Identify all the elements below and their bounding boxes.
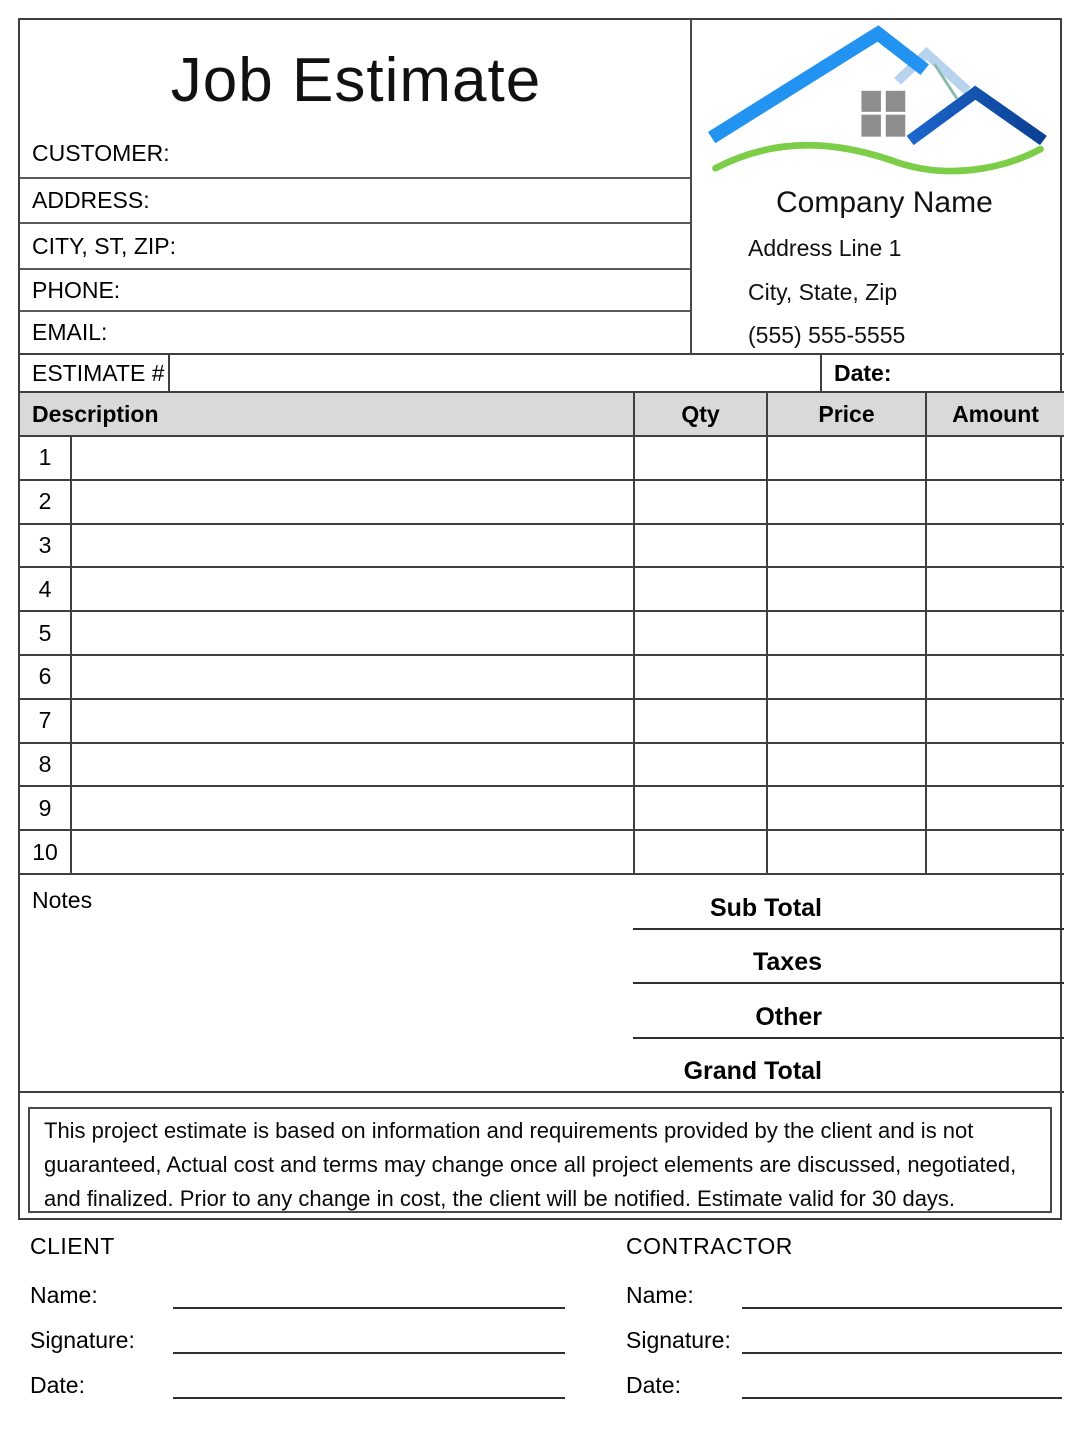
row-number: 1: [20, 437, 72, 479]
address-label: ADDRESS:: [32, 187, 150, 213]
row-number: 9: [20, 787, 72, 829]
description-cell[interactable]: [72, 525, 633, 567]
date-cell: [820, 355, 1064, 391]
amount-cell[interactable]: [925, 787, 1064, 829]
price-cell[interactable]: [766, 700, 925, 742]
city-st-zip-field-row: [20, 224, 692, 270]
description-cell[interactable]: [72, 744, 633, 786]
qty-cell[interactable]: [633, 481, 766, 523]
amount-cell[interactable]: [925, 437, 1064, 479]
customer-field-row: [20, 130, 692, 179]
client-date-row: [30, 1373, 565, 1399]
company-panel: [692, 20, 1064, 355]
qty-cell[interactable]: [633, 612, 766, 654]
disclaimer-box: This project estimate is based on information and requirements provided by the client and is not guaranteed, Actual cost and terms may change once all project elements are discussed, negotiated, and finalized. Prior to any change in cost, the client will be notified. Estimate valid for 30 days.: [28, 1107, 1052, 1213]
grand-total-row: [633, 1039, 1064, 1092]
table-row: [20, 656, 1064, 700]
column-header-description: Description: [32, 400, 159, 427]
row-number: 4: [20, 568, 72, 610]
client-signature-row: [30, 1328, 565, 1354]
estimate-number-value[interactable]: [170, 355, 820, 391]
table-row: [20, 700, 1064, 744]
price-cell[interactable]: [766, 481, 925, 523]
contractor-name-line[interactable]: [742, 1281, 1062, 1309]
email-value[interactable]: [107, 312, 692, 353]
description-cell[interactable]: [72, 568, 633, 610]
customer-label: CUSTOMER:: [32, 140, 170, 166]
client-date-line[interactable]: [173, 1371, 565, 1399]
row-number: 3: [20, 525, 72, 567]
description-cell[interactable]: [72, 700, 633, 742]
subtotal-row: [633, 875, 1064, 930]
amount-cell[interactable]: [925, 831, 1064, 873]
column-header-qty: Qty: [633, 393, 766, 435]
city-st-zip-label: CITY, ST, ZIP:: [32, 232, 176, 259]
other-row: [633, 984, 1064, 1039]
amount-cell[interactable]: [925, 744, 1064, 786]
qty-cell[interactable]: [633, 437, 766, 479]
client-name-line[interactable]: [173, 1281, 565, 1309]
window-icon: [861, 91, 905, 137]
contractor-signature-row: [626, 1328, 1062, 1354]
contractor-date-row: [626, 1373, 1062, 1399]
subtotal-label: Sub Total: [709, 893, 822, 922]
table-row: [20, 437, 1064, 481]
column-header-price: Price: [766, 393, 925, 435]
notes-totals-section: [20, 875, 1064, 1093]
contractor-date-line[interactable]: [742, 1371, 1062, 1399]
amount-cell[interactable]: [925, 481, 1064, 523]
phone-field-row: [20, 270, 692, 312]
table-row: [20, 831, 1064, 873]
qty-cell[interactable]: [633, 787, 766, 829]
contractor-name-label: Name:: [626, 1282, 694, 1308]
price-cell[interactable]: [766, 787, 925, 829]
price-cell[interactable]: [766, 831, 925, 873]
amount-cell[interactable]: [925, 700, 1064, 742]
price-cell[interactable]: [766, 656, 925, 698]
table-row: [20, 568, 1064, 612]
client-name-row: [30, 1283, 565, 1309]
qty-cell[interactable]: [633, 744, 766, 786]
client-name-label: Name:: [30, 1282, 98, 1308]
taxes-row: [633, 930, 1064, 985]
row-number: 7: [20, 700, 72, 742]
row-number: 10: [20, 831, 72, 873]
client-signature-section: [30, 1233, 565, 1413]
contractor-name-row: [626, 1283, 1062, 1309]
company-phone: (555) 555-5555: [748, 322, 906, 348]
phone-label: PHONE:: [32, 276, 121, 303]
phone-value[interactable]: [120, 270, 692, 310]
table-row: [20, 481, 1064, 525]
description-cell[interactable]: [72, 481, 633, 523]
table-row: [20, 612, 1064, 656]
grand-total-label: Grand Total: [683, 1057, 822, 1085]
qty-cell[interactable]: [633, 700, 766, 742]
house-logo-icon: [698, 22, 1058, 194]
email-label: EMAIL:: [32, 319, 108, 345]
description-cell[interactable]: [72, 437, 633, 479]
taxes-label: Taxes: [752, 948, 822, 976]
description-cell[interactable]: [72, 787, 633, 829]
contractor-signature-line[interactable]: [742, 1326, 1062, 1354]
company-name: Company Name: [776, 186, 993, 219]
price-cell[interactable]: [766, 744, 925, 786]
amount-cell[interactable]: [925, 612, 1064, 654]
description-cell[interactable]: [72, 831, 633, 873]
description-cell[interactable]: [72, 612, 633, 654]
price-cell[interactable]: [766, 437, 925, 479]
description-cell[interactable]: [72, 656, 633, 698]
price-cell[interactable]: [766, 568, 925, 610]
qty-cell[interactable]: [633, 831, 766, 873]
table-row: [20, 744, 1064, 788]
table-row: [20, 525, 1064, 569]
amount-cell[interactable]: [925, 525, 1064, 567]
email-field-row: [20, 312, 692, 353]
client-heading: CLIENT: [30, 1233, 115, 1259]
table-row: [20, 787, 1064, 831]
form-outer-border: [18, 18, 1062, 1220]
row-number: 5: [20, 612, 72, 654]
date-label: Date:: [834, 359, 892, 386]
page-title: Job Estimate: [170, 45, 542, 115]
qty-cell[interactable]: [633, 525, 766, 567]
contractor-date-label: Date:: [626, 1372, 681, 1398]
price-cell[interactable]: [766, 525, 925, 567]
contractor-heading: CONTRACTOR: [626, 1233, 793, 1259]
row-number: 8: [20, 744, 72, 786]
date-value[interactable]: [892, 355, 1064, 391]
row-number: 6: [20, 656, 72, 698]
city-st-zip-value[interactable]: [176, 224, 692, 268]
totals-block: [633, 875, 1064, 1091]
client-date-label: Date:: [30, 1372, 85, 1398]
items-table-body: [20, 437, 1064, 875]
amount-cell[interactable]: [925, 656, 1064, 698]
address-field-row: [20, 179, 692, 224]
customer-value[interactable]: [170, 130, 692, 177]
notes-label: Notes: [32, 887, 93, 913]
estimate-number-row: [20, 353, 1064, 393]
column-header-amount: Amount: [925, 393, 1064, 435]
qty-cell[interactable]: [633, 568, 766, 610]
qty-cell[interactable]: [633, 656, 766, 698]
price-cell[interactable]: [766, 612, 925, 654]
estimate-number-label: ESTIMATE #: [20, 355, 170, 391]
client-signature-line[interactable]: [173, 1326, 565, 1354]
contractor-signature-section: [626, 1233, 1062, 1413]
company-address-line: Address Line 1: [748, 235, 902, 261]
items-table-header: [20, 393, 1064, 437]
other-label: Other: [755, 1002, 822, 1031]
address-value[interactable]: [150, 179, 692, 222]
client-signature-label: Signature:: [30, 1327, 135, 1353]
row-number: 2: [20, 481, 72, 523]
company-city-state-zip: City, State, Zip: [748, 279, 898, 305]
notes-value[interactable]: [20, 915, 620, 1090]
contractor-signature-label: Signature:: [626, 1327, 731, 1353]
amount-cell[interactable]: [925, 568, 1064, 610]
